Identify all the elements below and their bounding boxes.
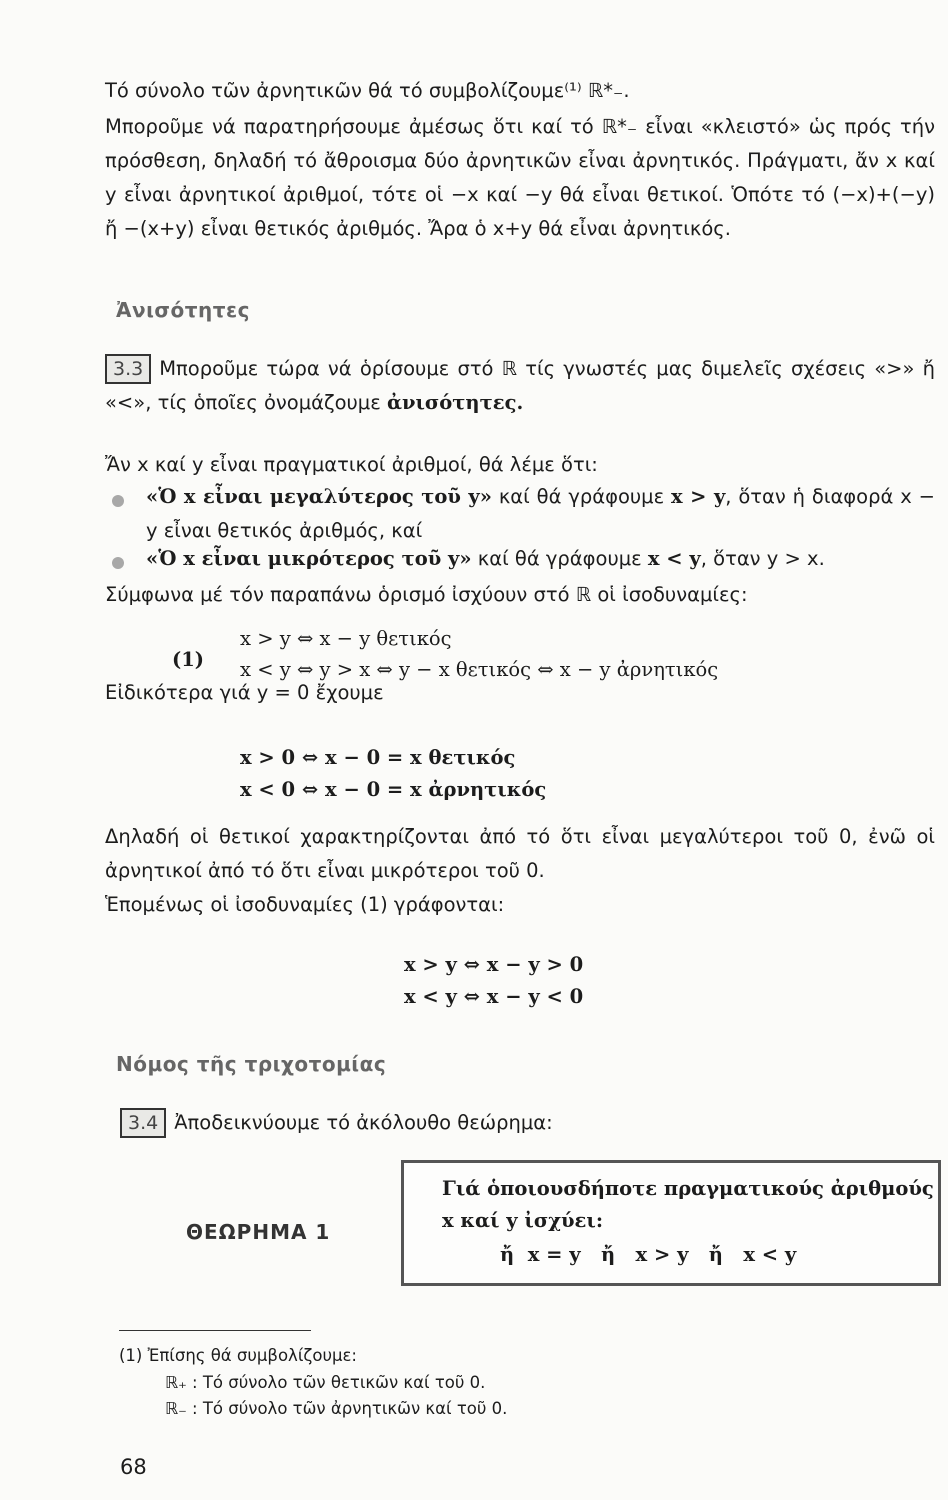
- heading-inequalities: Ἀνισότητες: [116, 298, 250, 322]
- bullet-greater-math: x > y: [671, 485, 726, 508]
- section-number-box: 3.4: [120, 1108, 166, 1138]
- equation-1: x > y ⇔ x − y θετικός: [240, 627, 452, 650]
- bullet-less: [146, 542, 935, 576]
- theorem-label: ΘΕΩΡΗΜΑ 1: [186, 1220, 331, 1244]
- theorem-line-1: Γιά ὁποιουσδήποτε πραγματικούς ἀριθμούς: [442, 1177, 934, 1200]
- bullet-greater: [146, 480, 935, 548]
- bullet-greater-text-a: καί θά γράφουμε: [491, 485, 672, 508]
- theorem-box: [401, 1160, 941, 1286]
- paragraph-therefore: Ἑπoμένως οἱ ἰσοδυναμίες (1) γράφονται:: [105, 893, 505, 916]
- page-number: 68: [120, 1455, 147, 1479]
- bullet-less-text-a: καί θά γράφουμε: [471, 547, 648, 570]
- equation-6: x < y ⇔ x − y < 0: [404, 985, 584, 1008]
- footnote-line-3: ℝ₋ : Τό σύνολο τῶν ἀρνητικῶν καί τοῦ 0.: [165, 1399, 508, 1418]
- equation-4: x < 0 ⇔ x − 0 = x ἀρνητικός: [240, 778, 547, 801]
- equation-5: x > y ⇔ x − y > 0: [404, 953, 584, 976]
- footnote-rule: [119, 1330, 311, 1331]
- bullet-less-bold: «Ὁ x εἶναι μικρότερος τοῦ y»: [146, 547, 472, 570]
- bullet-dot-icon: [112, 495, 124, 507]
- paragraph-if-xy: Ἄν x καί y εἶναι πραγματικοί ἀριθμοί, θά λέμε ὅτι:: [105, 453, 598, 476]
- equation-label: (1): [172, 648, 205, 671]
- theorem-line-2: x καί y ἰσχύει:: [442, 1209, 604, 1232]
- paragraph-negative-set: Τό σύνολο τῶν ἀρνητικῶν θά τό συμβολίζουμε⁽¹⁾ ℝ*₋.: [105, 79, 630, 102]
- bullet-dot-icon: [112, 557, 124, 569]
- section-number-box: 3.3: [105, 354, 151, 384]
- definition-text: Μπορoῦμε τώρα νά ὁρίσουμε στό ℝ τίς γνωστές μας διμελεῖς σχέσεις «>» ἤ «<», τίς ὁποῖες ὀνομάζουμε: [105, 357, 935, 414]
- bullet-greater-bold: «Ὁ x εἶναι μεγαλύτερος τοῦ y»: [146, 485, 492, 508]
- bullet-less-math: x < y: [647, 547, 701, 570]
- equation-2: x < y ⇔ y > x ⇔ y − x θετικός ⇔ x − y ἀρνητικός: [240, 658, 719, 681]
- paragraph-definition: [105, 352, 935, 420]
- definition-bold-term: ἀνισότητες.: [386, 391, 524, 414]
- paragraph-characterization: Δηλαδή οἱ θετικοί χαρακτηρίζονται ἀπό τό ὅτι εἶναι μεγαλύτεροι τοῦ 0, ἐνῶ οἱ ἀρνητικοί ἀπό τό ὅτι εἶναι μικρότεροι τοῦ 0.: [105, 825, 935, 882]
- equation-3: x > 0 ⇔ x − 0 = x θετικός: [240, 746, 516, 769]
- bullet-less-text-b: , ὅταν y > x.: [700, 547, 825, 570]
- theorem-intro-text: Ἀποδεικνύουμε τό ἀκόλουθο θεώρημα:: [174, 1111, 553, 1134]
- paragraph-theorem-intro: [120, 1106, 935, 1140]
- paragraph-equivalences-intro: Σύμφωνα μέ τόν παραπάνω ὁρισμό ἰσχύουν στό ℝ οἱ ἰσοδυναμίες:: [105, 583, 748, 606]
- paragraph-special-case: Εἰδικότερα γιά y = 0 ἔχουμε: [105, 681, 384, 704]
- theorem-line-3: ἤ x = y ἤ x > y ἤ x < y: [500, 1243, 797, 1266]
- footnote-line-2: ℝ₊ : Τό σύνολο τῶν θετικῶν καί τοῦ 0.: [165, 1373, 486, 1392]
- heading-trichotomy: Νόμος τῆς τριχοτομίας: [116, 1052, 387, 1076]
- bullet-greater-text-b: , ὅταν ἡ διαφορά x − y εἶναι θετικός ἀριθμός, καί: [146, 485, 935, 542]
- footnote-line-1: (1) Ἐπίσης θά συμβολίζουμε:: [119, 1346, 357, 1365]
- paragraph-closure: Μπορoῦμε νά παρατηρήσουμε ἀμέσως ὅτι καί τό ℝ*₋ εἶναι «κλειστό» ὡς πρός τήν πρόσθεση, δηλαδή τό ἄθροισμα δύο ἀρνητικῶν εἶναι ἀρνητικός. Πράγματι, ἄν x καί y εἶναι ἀρνητικοί ἀριθμοί, τότε οἱ −x καί −y θά εἶναι θετικοί. Ὁπότε τό (−x)+(−y) ἤ −(x+y) εἶναι θετικός ἀριθμός. Ἄρα ὁ x+y θά εἶναι ἀρνητικός.: [105, 115, 935, 240]
